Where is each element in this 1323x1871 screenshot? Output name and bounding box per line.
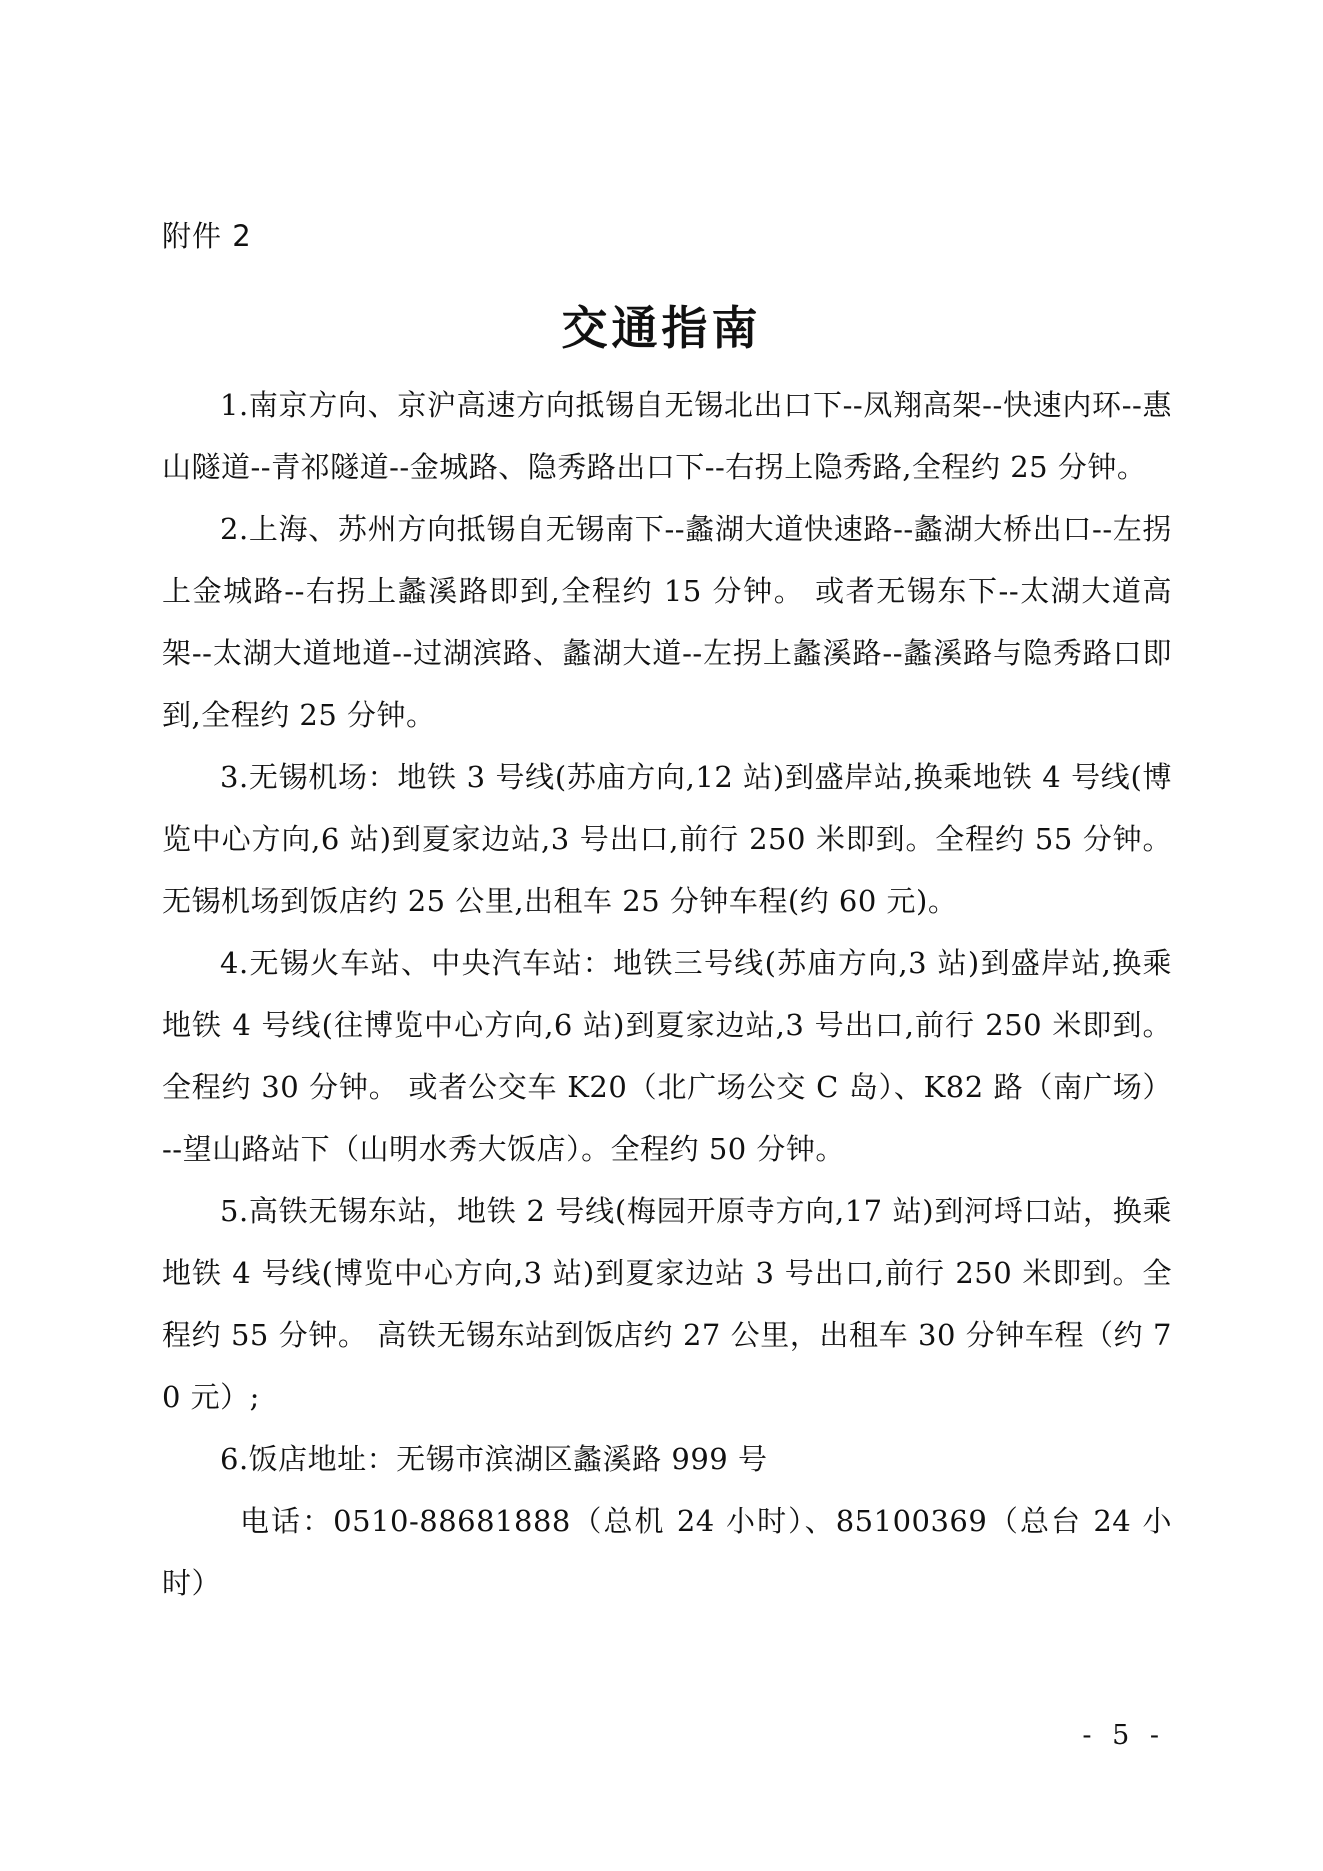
document-title: 交通指南: [561, 301, 762, 355]
document-body: [162, 374, 1172, 1614]
phone-line: 电话：0510-88681888（总机 24 小时）、85100369（总台 24 小时）: [162, 1504, 1172, 1600]
paragraph-railway-station: 4.无锡火车站、中央汽车站：地铁三号线(苏庙方向,3 站)到盛岸站,换乘地铁 4 号线(往博览中心方向,6 站)到夏家边站,3 号出口,前行 250 米即到。全程约 30 分钟。 或者公交车 K20（北广场公交 C 岛）、K82 路（南广场）--望山路站下（山明水秀大饭店）。全程约 50 分钟。: [162, 946, 1172, 1166]
paragraph-nanjing: 1.南京方向、京沪高速方向抵锡自无锡北出口下--凤翔高架--快速内环--惠山隧道--青祁隧道--金城路、隐秀路出口下--右拐上隐秀路,全程约 25 分钟。: [162, 388, 1172, 484]
page-number: - 5 -: [1082, 1720, 1165, 1751]
paragraph-high-speed-rail: 5.高铁无锡东站，地铁 2 号线(梅园开原寺方向,17 站)到河埒口站，换乘地铁 4 号线(博览中心方向,3 站)到夏家边站 3 号出口,前行 250 米即到。全程约 55 分钟。 高铁无锡东站到饭店约 27 公里，出租车 30 分钟车程（约 70 元）;: [162, 1194, 1172, 1414]
attachment-label: 附件 2: [162, 219, 252, 253]
paragraph-shanghai-suzhou: 2.上海、苏州方向抵锡自无锡南下--蠡湖大道快速路--蠡湖大桥出口--左拐上金城路--右拐上蠡溪路即到,全程约 15 分钟。 或者无锡东下--太湖大道高架--太湖大道地道--过湖滨路、蠡湖大道--左拐上蠡溪路--蠡溪路与隐秀路口即到,全程约 25 分钟。: [162, 512, 1172, 732]
paragraph-airport: 3.无锡机场：地铁 3 号线(苏庙方向,12 站)到盛岸站,换乘地铁 4 号线(博览中心方向,6 站)到夏家边站,3 号出口,前行 250 米即到。全程约 55 分钟。无锡机场到饭店约 25 公里,出租车 25 分钟车程(约 60 元)。: [162, 760, 1172, 918]
paragraph-hotel-address: 6.饭店地址：无锡市滨湖区蠡溪路 999 号: [220, 1442, 768, 1476]
